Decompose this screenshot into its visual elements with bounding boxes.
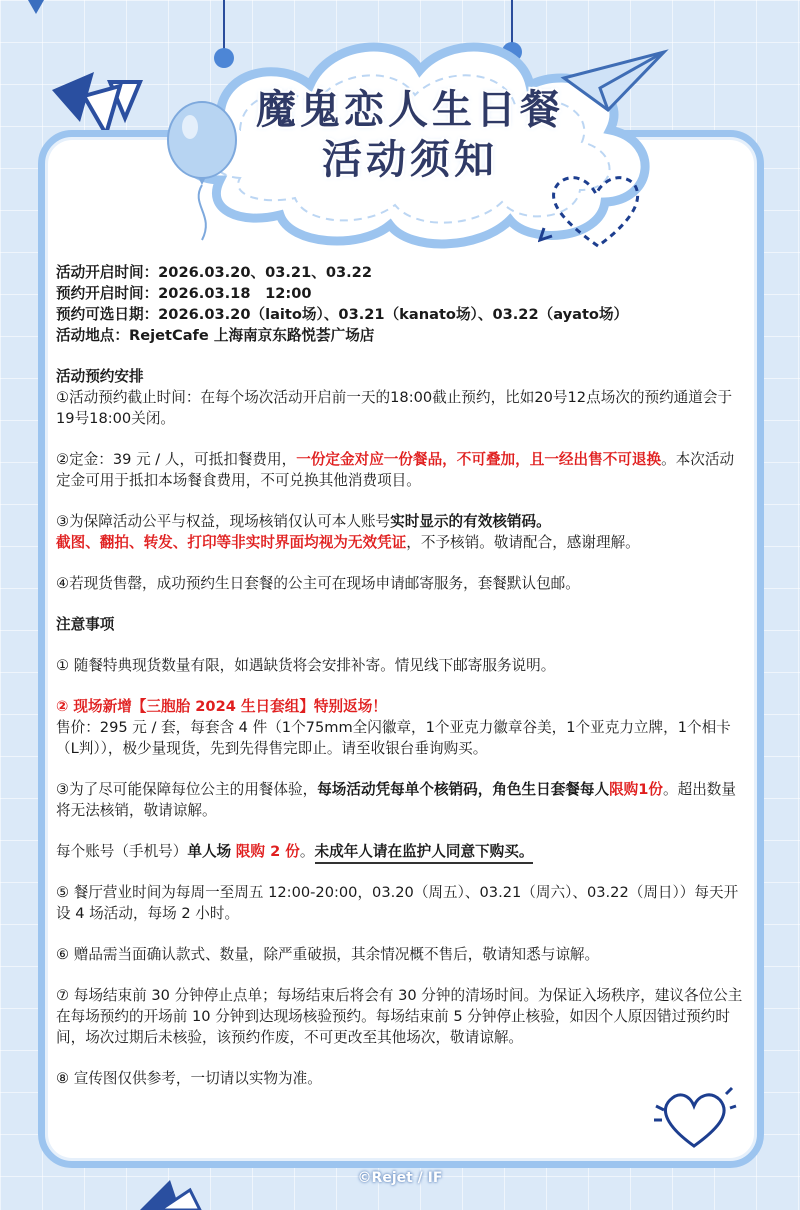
notice-content <box>56 262 748 1089</box>
balloon-icon <box>160 95 250 245</box>
copyright-footer: ©Rejet / IF <box>357 1170 443 1186</box>
notes-heading: 注意事项 <box>56 616 115 633</box>
booking-verification: ③为保障活动公平与权益，现场核销仅认可本人账号实时显示的有效核销码。 截图、翻拍、转发、打印等非实时界面均视为无效凭证，不予核销。敬请配合，感谢理解。 <box>56 513 640 551</box>
booking-heading: 活动预约安排 <box>56 368 144 385</box>
info-start-time: 活动开启时间：2026.03.20、03.21、03.22 <box>56 264 372 281</box>
note-8: ⑧ 宣传图仅供参考，一切请以实物为准。 <box>56 1070 322 1087</box>
title-line-2: 活动须知 <box>322 136 498 183</box>
title-line-1: 魔鬼恋人生日餐 <box>256 86 564 133</box>
booking-deposit: ②定金：39 元 / 人，可抵扣餐费用，一份定金对应一份餐品，不可叠加，且一经出售不可退换。本次活动定金可用于抵扣本场餐食费用，不可兑换其他消费项目。 <box>56 451 735 489</box>
paper-plane-icon <box>560 48 670 118</box>
info-location: 活动地点：RejetCafe 上海南京东路悦荟广场店 <box>56 327 375 344</box>
note-6: ⑥ 赠品需当面确认款式、数量，除严重破损，其余情况概不售后，敬请知悉与谅解。 <box>56 946 600 963</box>
note-2-body: 售价：295 元 / 套，每套含 4 件（1个75mm全闪徽章，1个亚克力徽章谷美，1个亚克力立牌，1个相卡（L判）），极少量现货，先到先得售完即止。请至收银台垂询购买。 <box>56 719 731 757</box>
note-3: ③为了尽可能保障每位公主的用餐体验，每场活动凭每单个核销码，角色生日套餐每人限购1份。超出数量将无法核销，敬请谅解。 <box>56 781 736 819</box>
info-booking-dates: 预约可选日期：2026.03.20（laito场）、03.21（kanato场）、03.22（ayato场） <box>56 306 629 323</box>
booking-deadline: ①活动预约截止时间：在每个场次活动开启前一天的18:00截止预约，比如20号12点场次的预约通道会于19号18:00关闭。 <box>56 389 733 427</box>
note-5: ⑤ 餐厅营业时间为每周一至周五 12:00-20:00，03.20（周五）、03.21（周六）、03.22（周日））每天开设 4 场活动，每场 2 小时。 <box>56 884 739 922</box>
dashed-heart-icon <box>538 168 648 258</box>
info-booking-open: 预约开启时间：2026.03.18 12:00 <box>56 285 312 302</box>
note-2-title: ② 现场新增【三胞胎 2024 生日套组】特别返场！ <box>56 698 387 715</box>
note-purchase-limit: 每个账号（手机号）单人场 限购 2 份。未成年人请在监护人同意下购买。 <box>56 841 748 862</box>
note-7: ⑦ 每场结束前 30 分钟停止点单；每场结束后将会有 30 分钟的清场时间。为保证入场秩序，建议各位公主在每场预约的开场前 10 分钟到达现场核验预约。每场结束前 5 分钟停止核验，如因个人原因错过预约时间，场次过期后未核验，该预约作废，不可更改至其他场次，敬请谅解。 <box>56 987 743 1046</box>
booking-soldout: ④若现货售罄，成功预约生日套餐的公主可在现场申请邮寄服务，套餐默认包邮。 <box>56 575 580 592</box>
heart-doodle-icon <box>648 1080 738 1160</box>
note-1: ① 随餐特典现货数量有限，如遇缺货将会安排补寄。情见线下邮寄服务说明。 <box>56 657 556 674</box>
